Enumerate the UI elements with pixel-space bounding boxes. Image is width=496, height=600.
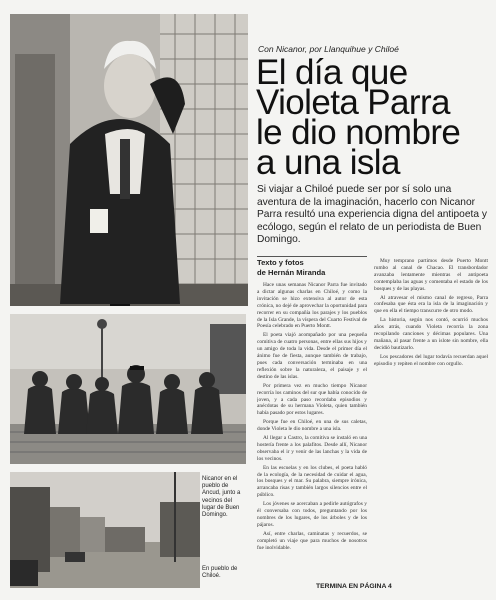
body-paragraph: Hace unas semanas Nicanor Parra fue invitado a dictar algunas charlas en Chiloé, y como la invitación se hizo extensiva al autor de esta crónica, no dejé de aprovechar la oportunidad para recorrer en su compañía los parajes y los pueblos de la Isla Grande, la víspera del Cuarto Festival de Poesía celebrado en Puerto Montt.: [257, 282, 367, 330]
body-paragraph: Los jóvenes se acercaban a pedirle autógrafos y él conversaba con todos, preguntando por los nombres de los lugares, de los árboles y de los pájaros.: [257, 501, 367, 528]
photo-nicanor-portrait: [10, 14, 248, 306]
body-column-left: [257, 282, 367, 578]
headline-line: El día que: [256, 53, 408, 92]
photo-bottom-caption: En pueblo de Chiloé.: [202, 566, 238, 580]
photo-street-scene: [10, 472, 200, 588]
body-paragraph: Porque fue en Chiloé, en una de sus caletas, donde Violeta le dio nombre a una isla.: [257, 419, 367, 433]
photo-group-steps: [10, 314, 246, 464]
body-paragraph: El poeta viajó acompañado por una pequeña comitiva de cuatro personas, entre ellas sus hijos y un amigo de toda la vida. Desde el primer día el ánimo fue de fiesta, aunque también de trabajo, pues cada conversación terminaba en una reflexión sobre la naturaleza, el paisaje y el destino de las islas.: [257, 332, 367, 380]
body-column-right: [374, 258, 488, 588]
headline-line: a una isla: [256, 143, 400, 182]
article-headline: [256, 53, 488, 182]
continued-footer: TERMINA EN PÁGINA 4: [316, 583, 392, 590]
article-lead: Si viajar a Chiloé puede ser por sí solo una aventura de la imaginación, hacerlo con Nicanor Parra resultó una experiencia digna del antipoeta y ecólogo, según el relato de un periodista de Buen Domingo.: [257, 184, 487, 246]
photo-mid-caption: Nicanor en el pueblo de Ancud, junto a vecinos del lugar de Buen Domingo.: [202, 476, 241, 519]
body-paragraph: En las escuelas y en los clubes, el poeta habló de la ecología, de la necesidad de cuidar el agua, los bosques y el mar. Su palabra, siempre irónica, arrancaba risas y también largos silencios entre el público.: [257, 464, 367, 499]
body-paragraph: Al llegar a Castro, la comitiva se instaló en una hostería frente a los palafitos. Desde allí, Nicanor observaba el ir y venir de las lanchas y la vida de los vecinos.: [257, 435, 367, 462]
byline-rule: [257, 256, 367, 257]
byline-line: Texto y fotos: [257, 258, 304, 267]
article-kicker: Con Nicanor, por Llanquihue y Chiloé: [258, 44, 399, 54]
body-paragraph: Así, entre charlas, caminatas y recuerdos, se completó un viaje que para muchos de nosotros fue inolvidable.: [257, 530, 367, 551]
byline-line: de Hernán Miranda: [257, 268, 326, 277]
body-paragraph: Por primera vez en mucho tiempo Nicanor recorría los caminos del sur que había conocido de joven, y a cada paso recordaba episodios y anécdotas de su hermana Violeta, quien también había pasado por estos lugares.: [257, 382, 367, 417]
body-paragraph: La historia, según nos contó, ocurrió muchos años atrás, cuando Violeta recorría la zona recopilando canciones y décimas populares. Una mañana, al pasar frente a un islote sin nombre, ella decidió bautizarlo.: [374, 317, 488, 351]
body-paragraph: Muy temprano partimos desde Puerto Montt rumbo al canal de Chacao. El transbordador avanzaba lentamente mientras el antipoeta contemplaba las aguas y comentaba el estado de los bosques y de las playas.: [374, 258, 488, 292]
headline-line: Violeta Parra: [256, 83, 450, 122]
headline-line: le dio nombre: [256, 113, 461, 152]
body-paragraph: Los pescadores del lugar todavía recuerdan aquel episodio y repiten el nombre con orgullo.: [374, 353, 488, 367]
body-paragraph: Al atravesar el mismo canal de regreso, Parra confesaba que ésta era la isla de la imaginación y que en ella el tiempo transcurre de otro modo.: [374, 294, 488, 315]
article-byline: [257, 258, 367, 278]
